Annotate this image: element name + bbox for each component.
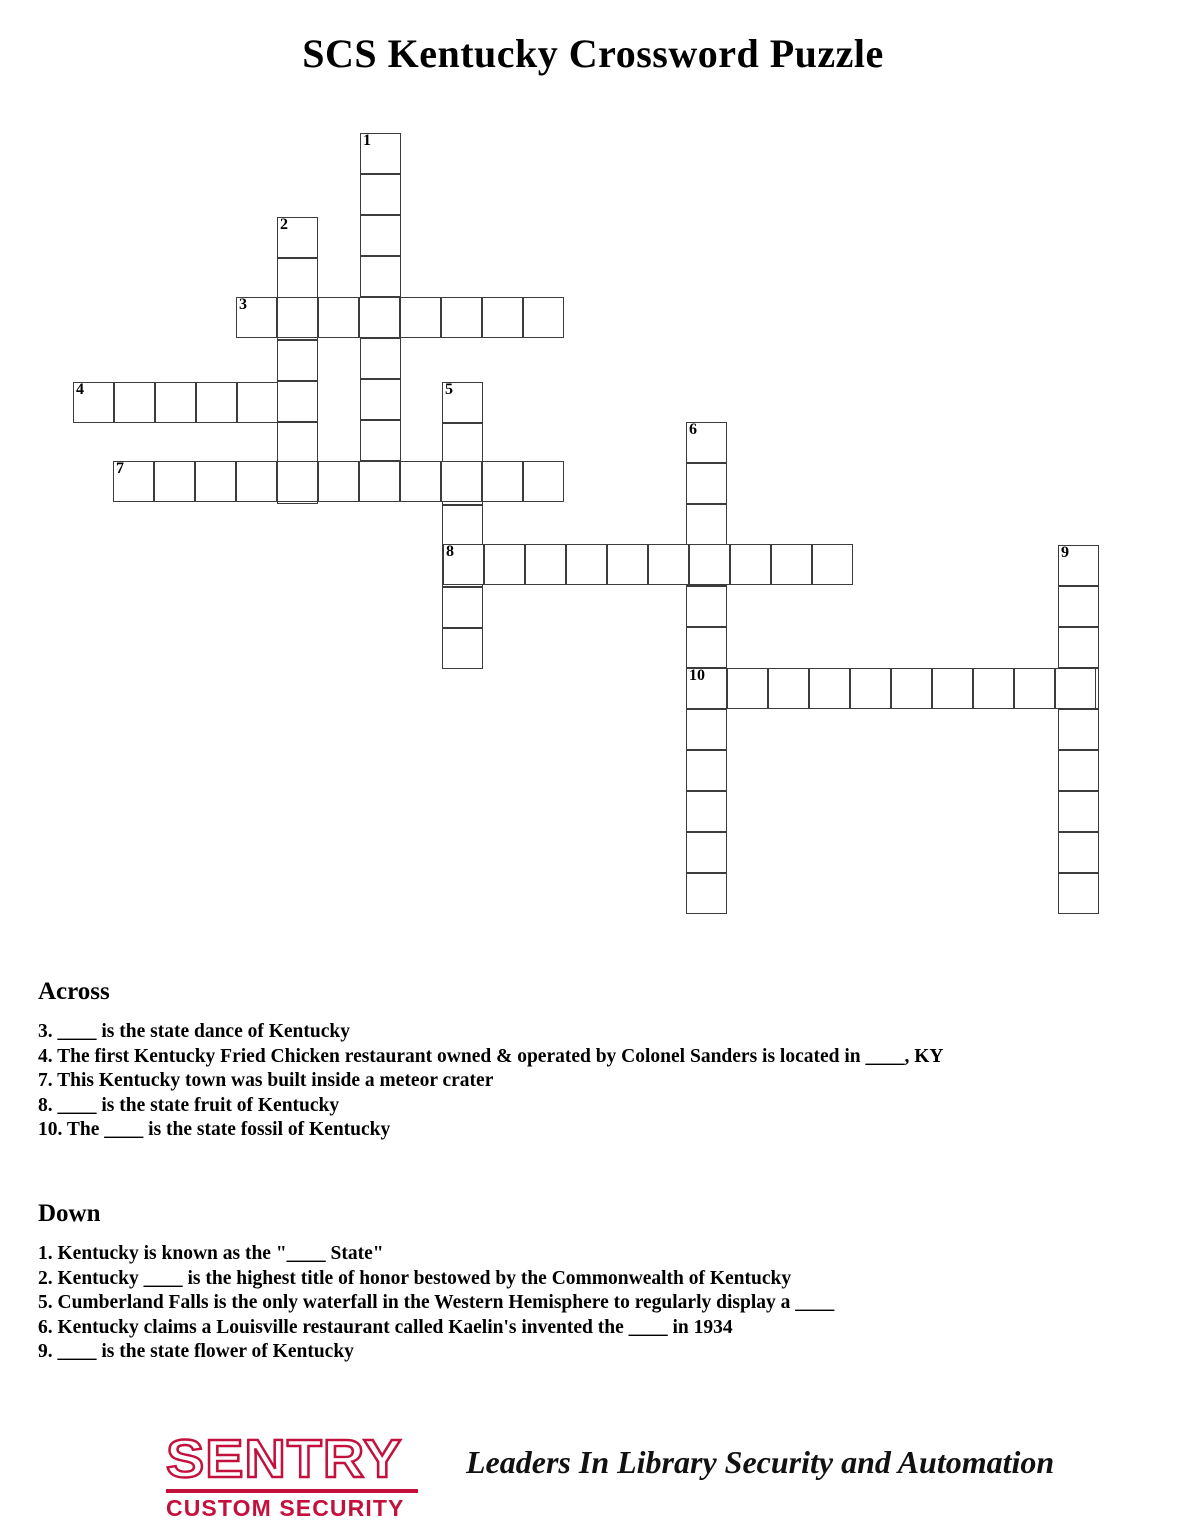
clue-number-8: 8 — [446, 543, 454, 560]
crossword-cell[interactable] — [73, 382, 114, 423]
crossword-cell[interactable] — [443, 544, 484, 585]
crossword-cell[interactable] — [932, 668, 973, 709]
crossword-cell[interactable] — [523, 461, 564, 502]
crossword-cell[interactable] — [686, 750, 727, 791]
crossword-cell[interactable] — [236, 461, 277, 502]
crossword-cell[interactable] — [277, 422, 318, 463]
crossword-cell[interactable] — [195, 461, 236, 502]
sentry-wordmark: SENTRY — [166, 1429, 403, 1489]
crossword-cell[interactable] — [686, 832, 727, 873]
crossword-cell[interactable] — [196, 382, 237, 423]
down-clue-item: 2. Kentucky ____ is the highest title of honor bestowed by the Commonwealth of Kentucky — [38, 1267, 792, 1289]
crossword-cell[interactable] — [482, 297, 523, 338]
crossword-cell[interactable] — [236, 297, 277, 338]
crossword-cell[interactable] — [442, 587, 483, 628]
crossword-cell[interactable] — [441, 297, 482, 338]
clue-number-3: 3 — [239, 296, 247, 313]
crossword-cell[interactable] — [768, 668, 809, 709]
down-clue-item: 9. ____ is the state flower of Kentucky — [38, 1341, 354, 1362]
crossword-cell[interactable] — [360, 215, 401, 256]
down-clue-list — [38, 1242, 834, 1365]
crossword-cell[interactable] — [400, 461, 441, 502]
clue-number-2: 2 — [280, 216, 288, 233]
crossword-cell[interactable] — [686, 709, 727, 750]
crossword-cell[interactable] — [360, 420, 401, 461]
crossword-cell[interactable] — [154, 461, 195, 502]
crossword-cell[interactable] — [686, 627, 727, 668]
crossword-cell[interactable] — [812, 544, 853, 585]
crossword-cell[interactable] — [1058, 709, 1099, 750]
crossword-cell[interactable] — [1058, 832, 1099, 873]
crossword-cell[interactable] — [360, 133, 401, 174]
crossword-cell[interactable] — [648, 544, 689, 585]
crossword-cell[interactable] — [277, 340, 318, 381]
crossword-cell[interactable] — [277, 217, 318, 258]
crossword-cell[interactable] — [113, 461, 154, 502]
crossword-cell[interactable] — [442, 628, 483, 669]
crossword-cell[interactable] — [607, 544, 648, 585]
crossword-cell[interactable] — [277, 381, 318, 422]
crossword-cell[interactable] — [973, 668, 1014, 709]
crossword-cell[interactable] — [1014, 668, 1055, 709]
clue-number-1: 1 — [363, 132, 371, 149]
crossword-cell[interactable] — [114, 382, 155, 423]
clue-number-4: 4 — [76, 381, 84, 398]
crossword-cell[interactable] — [850, 668, 891, 709]
down-clues-section — [38, 1200, 834, 1365]
crossword-cell[interactable] — [891, 668, 932, 709]
crossword-cell[interactable] — [1058, 627, 1099, 668]
crossword-cell[interactable] — [400, 297, 441, 338]
clue-number-7: 7 — [116, 460, 124, 477]
crossword-cell[interactable] — [686, 504, 727, 545]
crossword-cell[interactable] — [771, 544, 812, 585]
across-clue-item: 4. The first Kentucky Fried Chicken restaurant owned & operated by Colonel Sanders is located in ____, KY — [38, 1045, 944, 1067]
clue-number-10: 10 — [689, 667, 705, 684]
crossword-cell[interactable] — [237, 382, 278, 423]
across-clue-list — [38, 1020, 944, 1143]
across-clue-item: 7. This Kentucky town was built inside a meteor crater — [38, 1070, 494, 1091]
page-title: SCS Kentucky Crossword Puzzle — [302, 31, 884, 76]
down-clue-item: 6. Kentucky claims a Louisville restaurant called Kaelin's invented the ____ in 1934 — [38, 1316, 733, 1338]
crossword-cell[interactable] — [482, 461, 523, 502]
crossword-cell[interactable] — [277, 297, 318, 338]
crossword-cell[interactable] — [730, 544, 771, 585]
crossword-cell[interactable] — [1058, 586, 1099, 627]
across-clue-item: 10. The ____ is the state fossil of Kentucky — [38, 1119, 391, 1140]
crossword-cell[interactable] — [441, 461, 482, 502]
crossword-cell[interactable] — [686, 586, 727, 627]
crossword-cell[interactable] — [686, 668, 727, 709]
crossword-cell[interactable] — [359, 461, 400, 502]
crossword-cell[interactable] — [686, 463, 727, 504]
crossword-cell[interactable] — [1055, 668, 1096, 709]
footer-logo — [166, 1429, 1166, 1522]
crossword-cell[interactable] — [359, 297, 400, 338]
clue-number-5: 5 — [445, 381, 453, 398]
crossword-cell[interactable] — [360, 256, 401, 297]
crossword-cell[interactable] — [1058, 791, 1099, 832]
crossword-cell[interactable] — [277, 461, 318, 502]
company-tagline: Leaders In Library Security and Automation — [466, 1444, 1055, 1480]
across-clue-item: 8. ____ is the state fruit of Kentucky — [38, 1094, 340, 1116]
across-heading: Across — [38, 978, 110, 1005]
crossword-cell[interactable] — [809, 668, 850, 709]
crossword-cell[interactable] — [318, 297, 359, 338]
clue-number-6: 6 — [689, 421, 697, 438]
crossword-cell[interactable] — [523, 297, 564, 338]
crossword-cell[interactable] — [1058, 873, 1099, 914]
crossword-cell[interactable] — [686, 873, 727, 914]
sentry-subtext: CUSTOM SECURITY — [166, 1495, 405, 1521]
crossword-cell[interactable] — [442, 505, 483, 546]
crossword-cell[interactable] — [1058, 750, 1099, 791]
crossword-cell[interactable] — [689, 544, 730, 585]
clue-number-9: 9 — [1061, 544, 1069, 561]
crossword-cell[interactable] — [525, 544, 566, 585]
across-clue-item: 3. ____ is the state dance of Kentucky — [38, 1021, 350, 1042]
logo-divider-rule — [166, 1489, 418, 1493]
crossword-cell[interactable] — [566, 544, 607, 585]
crossword-cell[interactable] — [360, 174, 401, 215]
crossword-cell[interactable] — [277, 258, 318, 299]
crossword-cell[interactable] — [484, 544, 525, 585]
crossword-cell[interactable] — [318, 461, 359, 502]
crossword-cell[interactable] — [727, 668, 768, 709]
crossword-cell[interactable] — [686, 791, 727, 832]
crossword-cell[interactable] — [360, 338, 401, 379]
down-clue-item: 1. Kentucky is known as the "____ State" — [38, 1243, 384, 1264]
crossword-cell[interactable] — [442, 423, 483, 464]
across-clues-section — [38, 978, 944, 1143]
sentry-logo — [166, 1429, 424, 1521]
crossword-cell[interactable] — [1058, 545, 1099, 586]
crossword-cell[interactable] — [442, 382, 483, 423]
crossword-cell[interactable] — [360, 379, 401, 420]
crossword-cell[interactable] — [155, 382, 196, 423]
down-clue-item: 5. Cumberland Falls is the only waterfall in the Western Hemisphere to regularly display a ____ — [38, 1292, 835, 1313]
down-heading: Down — [38, 1200, 101, 1227]
crossword-cell[interactable] — [686, 422, 727, 463]
